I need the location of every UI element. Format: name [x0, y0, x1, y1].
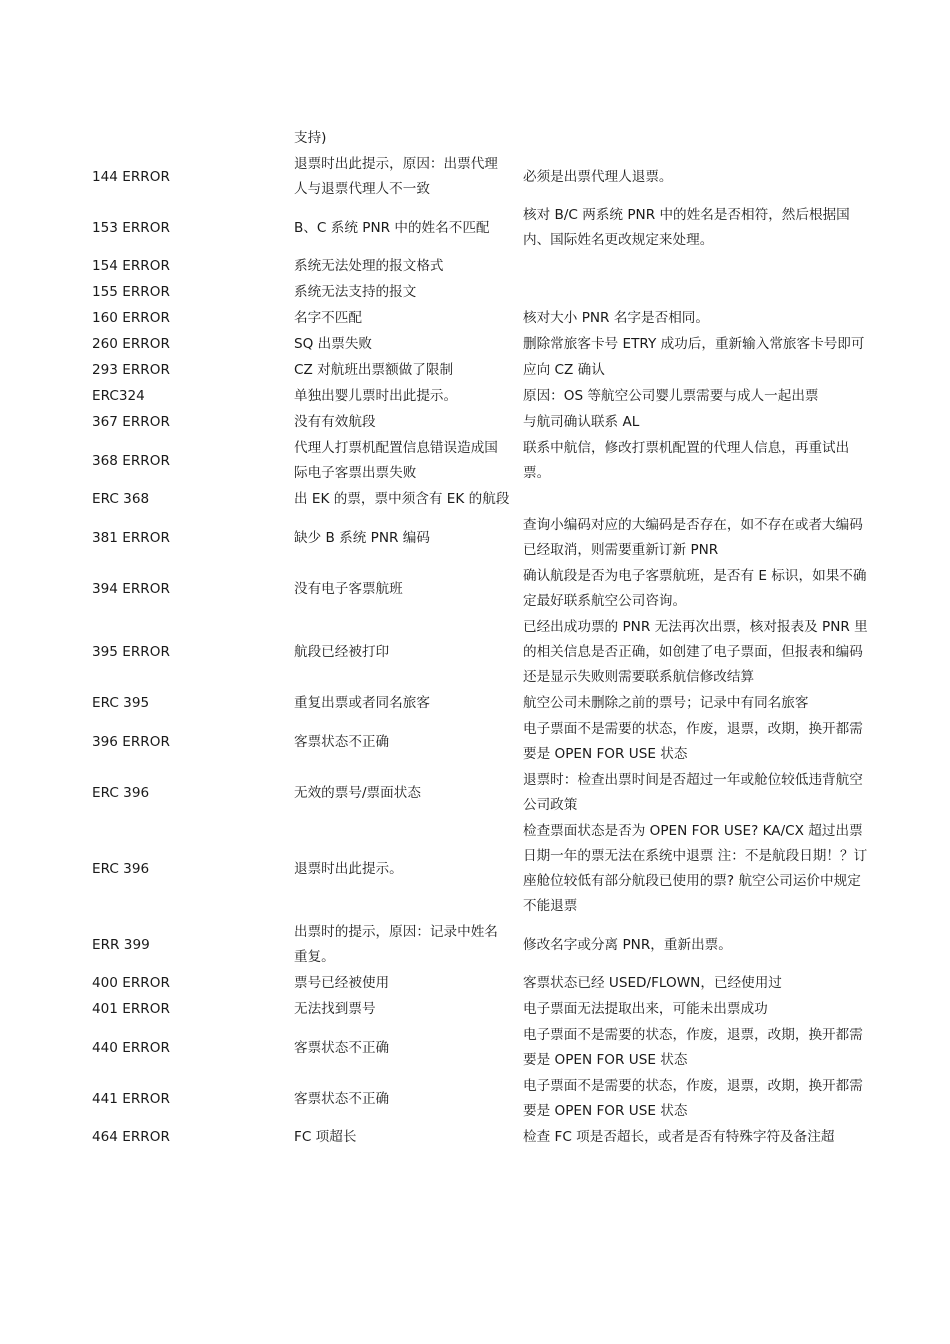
error-cause-cell: 无法找到票号	[294, 1001, 376, 1017]
table-row	[86, 331, 876, 357]
error-cause-cell: B、C 系统 PNR 中的姓名不匹配	[294, 219, 490, 236]
error-code-cell: 293 ERROR	[92, 362, 170, 378]
table-row	[86, 202, 876, 253]
error-solution-cell	[517, 486, 876, 512]
error-cause-cell: 出 EK 的票，票中须含有 EK 的航段	[294, 491, 510, 507]
error-solution-cell: 修改名字或分离 PNR，重新出票。	[523, 936, 732, 953]
table-row	[86, 1022, 876, 1073]
error-cause-cell: 重复出票或者同名旅客	[294, 695, 430, 711]
error-solution-cell: 核对大小 PNR 名字是否相同。	[523, 310, 709, 326]
table-row	[86, 614, 876, 690]
error-solution-cell: 联系中航信，修改打票机配置的代理人信息，再重试出票。	[523, 440, 850, 481]
table-row	[86, 563, 876, 614]
table-row	[86, 767, 876, 818]
error-cause-cell: 系统无法支持的报文	[294, 284, 417, 300]
table-row	[86, 818, 876, 919]
error-solution-cell: 检查 FC 项是否超长，或者是否有特殊字符及备注超	[523, 1129, 835, 1145]
error-code-cell: 395 ERROR	[92, 644, 170, 660]
table-row	[86, 486, 876, 512]
error-solution-cell: 与航司确认联系 AL	[523, 414, 640, 430]
error-code-cell: 381 ERROR	[92, 529, 170, 546]
table-row	[86, 1073, 876, 1124]
error-solution-cell	[517, 125, 876, 151]
error-cause-cell: 支持)	[294, 130, 327, 146]
error-solution-cell: 检查票面状态是否为 OPEN FOR USE? KA/CX 超过出票日期一年的票无法在系统中退票 注：不是航段日期！？订座舱位较低有部分航段已使用的票? 航空公司运价中规定不能退票	[523, 823, 868, 914]
error-code-table-body	[86, 125, 876, 1150]
error-solution-cell: 电子票面无法提取出来，可能未出票成功	[523, 1001, 768, 1017]
error-cause-cell: 代理人打票机配置信息错误造成国际电子客票出票失败	[294, 440, 498, 481]
table-row	[86, 690, 876, 716]
error-solution-cell: 应向 CZ 确认	[523, 362, 605, 378]
error-code-cell: ERC324	[92, 388, 145, 404]
error-cause-cell: 退票时出此提示，原因：出票代理人与退票代理人不一致	[294, 156, 498, 197]
table-row	[86, 253, 876, 279]
table-row	[86, 383, 876, 409]
error-solution-cell: 必须是出票代理人退票。	[523, 168, 673, 185]
error-cause-cell: 缺少 B 系统 PNR 编码	[294, 529, 430, 546]
error-solution-cell: 电子票面不是需要的状态，作废，退票，改期，换开都需要是 OPEN FOR USE 状态	[523, 721, 863, 762]
error-solution-cell: 已经出成功票的 PNR 无法再次出票，核对报表及 PNR 里的相关信息是否正确，如创建了电子票面，但报表和编码还是显示失败则需要联系航信修改结算	[523, 619, 868, 685]
error-solution-cell: 航空公司未删除之前的票号；记录中有同名旅客	[523, 695, 809, 711]
error-cause-cell: 没有电子客票航班	[294, 580, 403, 597]
error-cause-cell: CZ 对航班出票额做了限制	[294, 362, 454, 378]
error-code-cell: 400 ERROR	[92, 975, 170, 991]
error-cause-cell: SQ 出票失败	[294, 336, 373, 352]
table-row	[86, 435, 876, 486]
error-solution-cell	[517, 253, 876, 279]
error-solution-cell: 核对 B/C 两系统 PNR 中的姓名是否相符，然后根据国内、国际姓名更改规定来处理。	[523, 207, 850, 248]
error-code-cell: ERC 396	[92, 860, 150, 877]
error-solution-cell: 查询小编码对应的大编码是否存在，如不存在或者大编码已经取消，则需要重新订新 PNR	[523, 517, 863, 558]
error-code-cell: 367 ERROR	[92, 414, 170, 430]
table-row	[86, 716, 876, 767]
error-code-cell: ERC 395	[92, 695, 150, 711]
table-row	[86, 305, 876, 331]
error-solution-cell: 退票时：检查出票时间是否超过一年或舱位较低违背航空公司政策	[523, 772, 863, 813]
error-cause-cell: 系统无法处理的报文格式	[294, 258, 444, 274]
error-code-cell: 394 ERROR	[92, 580, 170, 597]
error-code-cell	[86, 125, 288, 151]
error-code-cell: 144 ERROR	[92, 168, 170, 185]
error-code-cell: 260 ERROR	[92, 336, 170, 352]
error-code-cell: 160 ERROR	[92, 310, 170, 326]
error-solution-cell: 客票状态已经 USED/FLOWN，已经使用过	[523, 975, 782, 991]
error-code-cell: 396 ERROR	[92, 733, 170, 750]
error-solution-cell: 确认航段是否为电子客票航班，是否有 E 标识，如果不确定最好联系航空公司咨询。	[523, 568, 867, 609]
error-code-cell: 464 ERROR	[92, 1129, 170, 1145]
error-solution-cell: 删除常旅客卡号 ETRY 成功后，重新输入常旅客卡号即可	[523, 336, 865, 352]
error-code-cell: 401 ERROR	[92, 1001, 170, 1017]
error-code-cell: ERC 368	[92, 491, 150, 507]
error-cause-cell: 出票时的提示，原因：记录中姓名重复。	[294, 924, 498, 965]
error-code-cell: 154 ERROR	[92, 258, 170, 274]
error-solution-cell: 电子票面不是需要的状态，作废，退票，改期，换开都需要是 OPEN FOR USE 状态	[523, 1027, 863, 1068]
table-row	[86, 970, 876, 996]
error-cause-cell: 单独出婴儿票时出此提示。	[294, 388, 458, 404]
table-row	[86, 357, 876, 383]
table-row	[86, 1124, 876, 1150]
error-cause-cell: FC 项超长	[294, 1129, 357, 1145]
error-cause-cell: 名字不匹配	[294, 310, 362, 326]
table-row	[86, 919, 876, 970]
table-row	[86, 409, 876, 435]
error-code-cell: ERR 399	[92, 936, 150, 953]
error-cause-cell: 没有有效航段	[294, 414, 376, 430]
error-code-cell: ERC 396	[92, 784, 150, 801]
error-code-cell: 441 ERROR	[92, 1090, 170, 1107]
error-solution-cell: 原因：OS 等航空公司婴儿票需要与成人一起出票	[523, 388, 819, 404]
error-cause-cell: 航段已经被打印	[294, 644, 390, 660]
error-code-cell: 155 ERROR	[92, 284, 170, 300]
error-cause-cell: 票号已经被使用	[294, 975, 390, 991]
error-code-table	[86, 125, 876, 1150]
table-row	[86, 125, 876, 151]
error-cause-cell: 客票状态不正确	[294, 1039, 390, 1056]
error-cause-cell: 客票状态不正确	[294, 1090, 390, 1107]
error-code-cell: 368 ERROR	[92, 452, 170, 469]
table-row	[86, 512, 876, 563]
error-cause-cell: 客票状态不正确	[294, 733, 390, 750]
error-solution-cell	[517, 279, 876, 305]
table-row	[86, 279, 876, 305]
table-row	[86, 151, 876, 202]
error-code-cell: 153 ERROR	[92, 219, 170, 236]
error-code-cell: 440 ERROR	[92, 1039, 170, 1056]
error-cause-cell: 退票时出此提示。	[294, 860, 403, 877]
table-row	[86, 996, 876, 1022]
error-cause-cell: 无效的票号/票面状态	[294, 784, 421, 801]
error-solution-cell: 电子票面不是需要的状态，作废，退票，改期，换开都需要是 OPEN FOR USE 状态	[523, 1078, 863, 1119]
